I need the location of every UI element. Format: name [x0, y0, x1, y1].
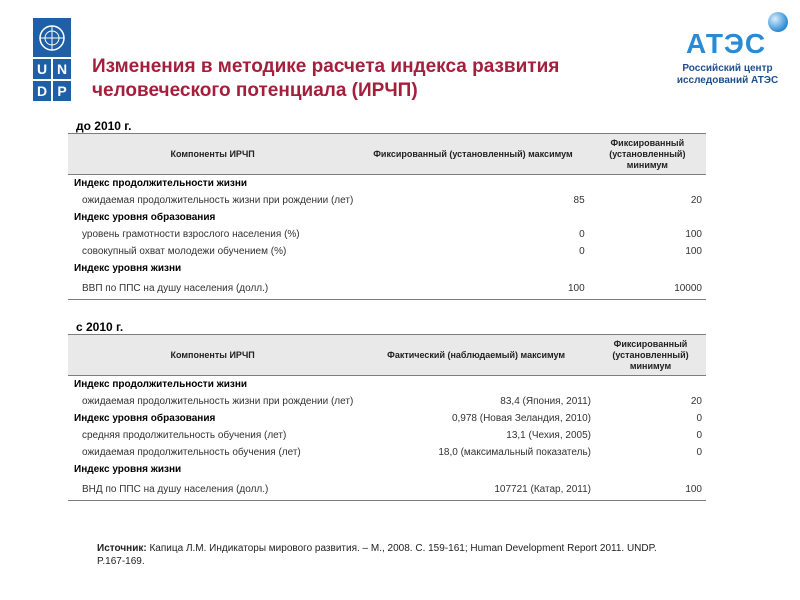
undp-logo	[33, 18, 71, 102]
table-row: ВВП по ППС на душу населения (долл.) 100 10000	[68, 277, 706, 300]
table-row: Индекс продолжительности жизни	[74, 379, 248, 390]
undp-letter: D	[33, 81, 51, 101]
column-header: Фиксированный (установленный) максимум	[357, 134, 588, 175]
ates-logo	[660, 10, 795, 85]
table-row: ожидаемая продолжительность жизни при рождении (лет) 85 20	[82, 195, 702, 206]
table-row: совокупный охват молодежи обучением (%) 0 100	[82, 246, 702, 257]
table-row: Индекс уровня образования 0,978 (Новая Зеландия, 2010) 0	[74, 413, 702, 424]
ates-logo-caption: Российский центр исследований АТЭС	[676, 63, 779, 86]
table-row: средняя продолжительность обучения (лет) 13,1 (Чехия, 2005) 0	[82, 430, 702, 441]
section-label-after-2010: с 2010 г.	[76, 320, 124, 334]
column-header: Компоненты ИРЧП	[68, 335, 357, 376]
page-title: Изменения в методике расчета индекса развития человеческого потенциала (ИРЧП)	[92, 56, 560, 101]
table-row: Индекс уровня жизни	[74, 263, 182, 274]
column-header: Компоненты ИРЧП	[68, 134, 357, 175]
undp-letter: P	[53, 81, 71, 101]
column-header: Фиксированный (установленный) минимум	[595, 335, 706, 376]
ates-logo-mark: АТЭС	[686, 28, 767, 59]
source-text: Капица Л.М. Индикаторы мирового развития. – М., 2008. С. 159-161; Human Development Report 2011. UNDP. P.167-169.	[97, 543, 657, 567]
column-header: Фиксированный (установленный) минимум	[589, 134, 706, 175]
table-row: ожидаемая продолжительность обучения (лет) 18,0 (максимальный показатель) 0	[82, 447, 702, 458]
undp-letter: U	[33, 59, 51, 79]
undp-letter: N	[53, 59, 71, 79]
un-emblem-icon	[33, 18, 71, 57]
table-after-2010	[68, 334, 706, 501]
section-label-before-2010: до 2010 г.	[76, 119, 132, 133]
source-note	[97, 542, 677, 568]
table-row: ВНД по ППС на душу населения (долл.) 107721 (Катар, 2011) 100	[68, 478, 706, 501]
table-row: Индекс уровня жизни	[74, 464, 182, 475]
table-before-2010	[68, 133, 706, 300]
column-header: Фактический (наблюдаемый) максимум	[357, 335, 595, 376]
globe-icon	[768, 12, 788, 32]
table-row: Индекс уровня образования	[74, 212, 216, 223]
table-row: ожидаемая продолжительность жизни при рождении (лет) 83,4 (Япония, 2011) 20	[82, 396, 702, 407]
source-prefix: Источник:	[97, 543, 147, 554]
table-row: уровень грамотности взрослого населения (%) 0 100	[82, 229, 702, 240]
table-row: Индекс продолжительности жизни	[74, 178, 248, 189]
